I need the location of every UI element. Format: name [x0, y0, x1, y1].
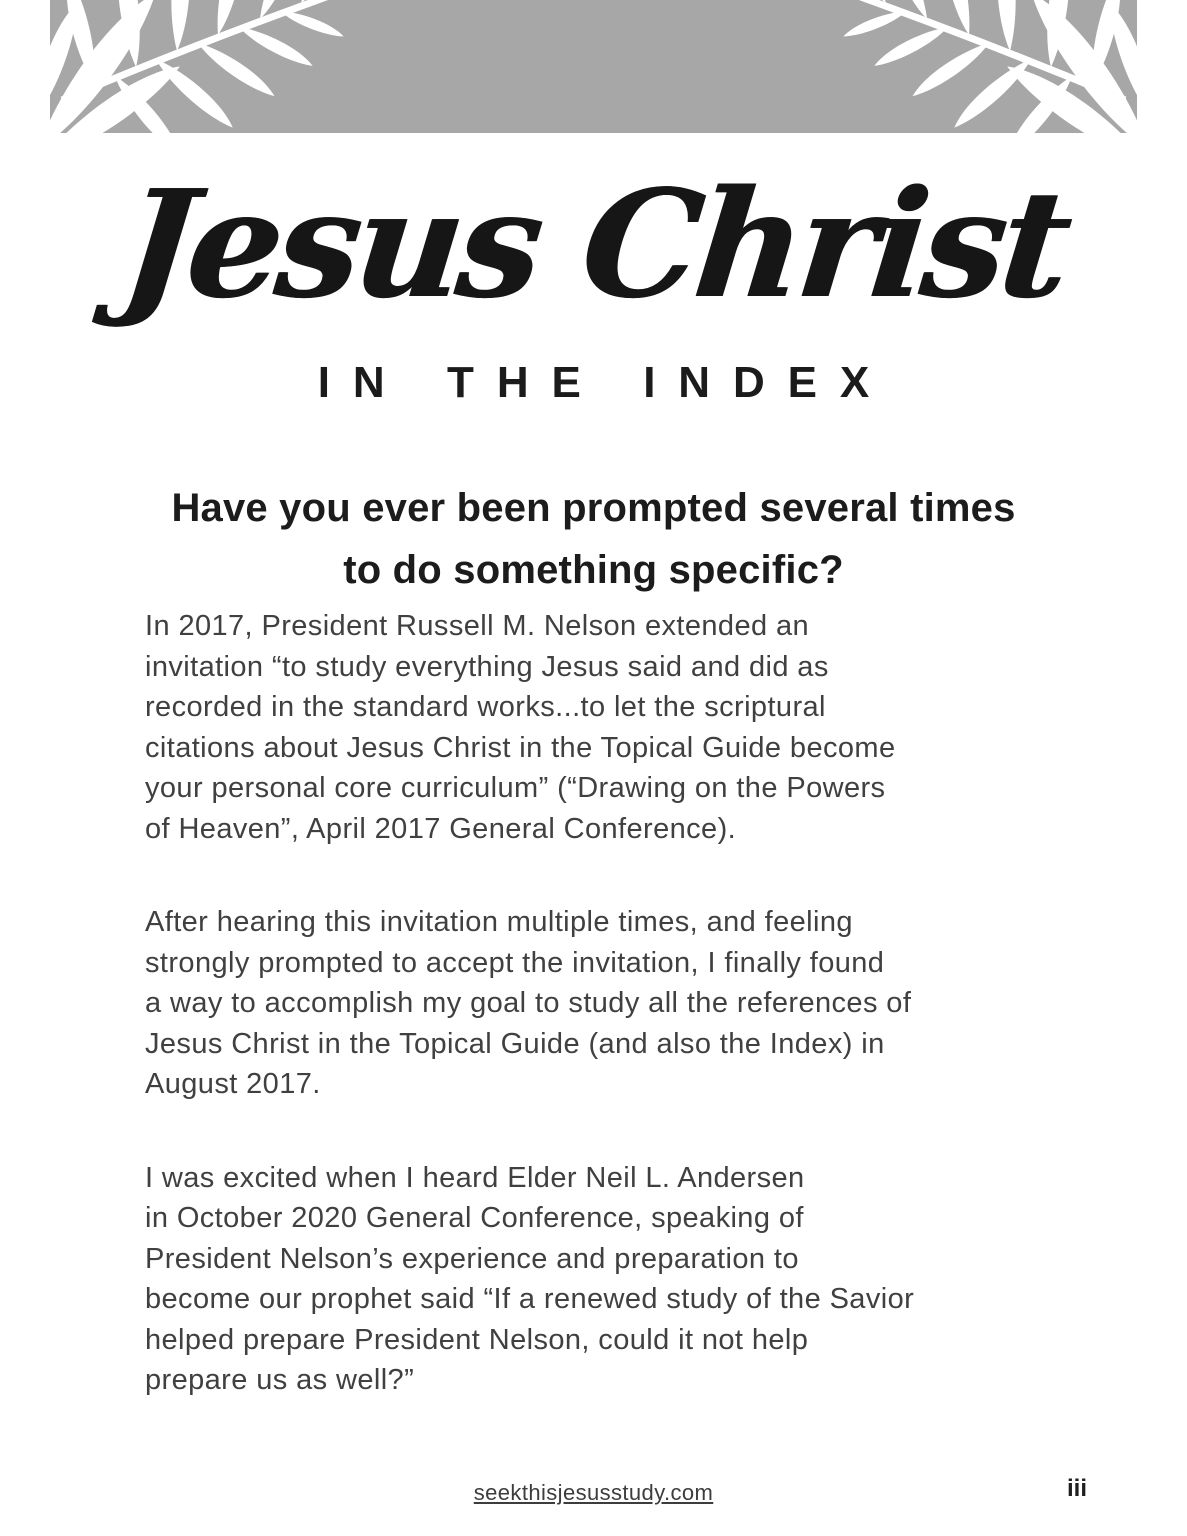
paragraph-line: become our prophet said “If a renewed study of the Savior [145, 1283, 915, 1315]
body-content [145, 606, 1105, 1454]
paragraph-line: your personal core curriculum” (“Drawing on the Powers [145, 772, 886, 804]
question-heading [0, 477, 1187, 601]
paragraph-line: After hearing this invitation multiple times, and feeling [145, 906, 853, 938]
paragraph-line: a way to accomplish my goal to study all the references of [145, 987, 912, 1019]
paragraph-line: In 2017, President Russell M. Nelson extended an [145, 610, 810, 642]
question-heading-line: Have you ever been prompted several times [171, 486, 1016, 530]
paragraph-line: invitation “to study everything Jesus said and did as [145, 650, 829, 683]
paragraph [145, 606, 1105, 849]
paragraph-line: of Heaven”, April 2017 General Conference). [145, 812, 737, 845]
paragraph [145, 902, 1105, 1105]
paragraph-line: President Nelson’s experience and preparation to [145, 1242, 799, 1275]
page-number: iii [1066, 1475, 1087, 1502]
header-banner [50, 0, 1137, 133]
page-title-script: Jesus Christ [114, 157, 1074, 331]
paragraph-line: strongly prompted to accept the invitation, I finally found [145, 946, 885, 979]
page-subtitle: IN THE INDEX [317, 358, 893, 407]
paragraph-line: in October 2020 General Conference, speaking of [145, 1202, 804, 1234]
paragraph-line: August 2017. [145, 1068, 321, 1100]
paragraph-line: prepare us as well?” [145, 1364, 415, 1396]
paragraph [145, 1158, 1105, 1401]
paragraph-line: helped prepare President Nelson, could it not help [145, 1323, 809, 1356]
footer [0, 1480, 1187, 1506]
paragraph-line: I was excited when I heard Elder Neil L. Andersen [145, 1161, 805, 1194]
paragraph-line: Jesus Christ in the Topical Guide (and also the Index) in [145, 1027, 885, 1060]
paragraph-line: recorded in the standard works...to let the scriptural [145, 691, 826, 723]
paragraph-line: citations about Jesus Christ in the Topical Guide become [145, 731, 896, 764]
question-heading-line: to do something specific? [343, 548, 844, 592]
footer-link[interactable]: seekthisjesusstudy.com [473, 1480, 714, 1505]
palm-leaf-icon [50, 0, 380, 133]
palm-leaf-icon [807, 0, 1137, 133]
